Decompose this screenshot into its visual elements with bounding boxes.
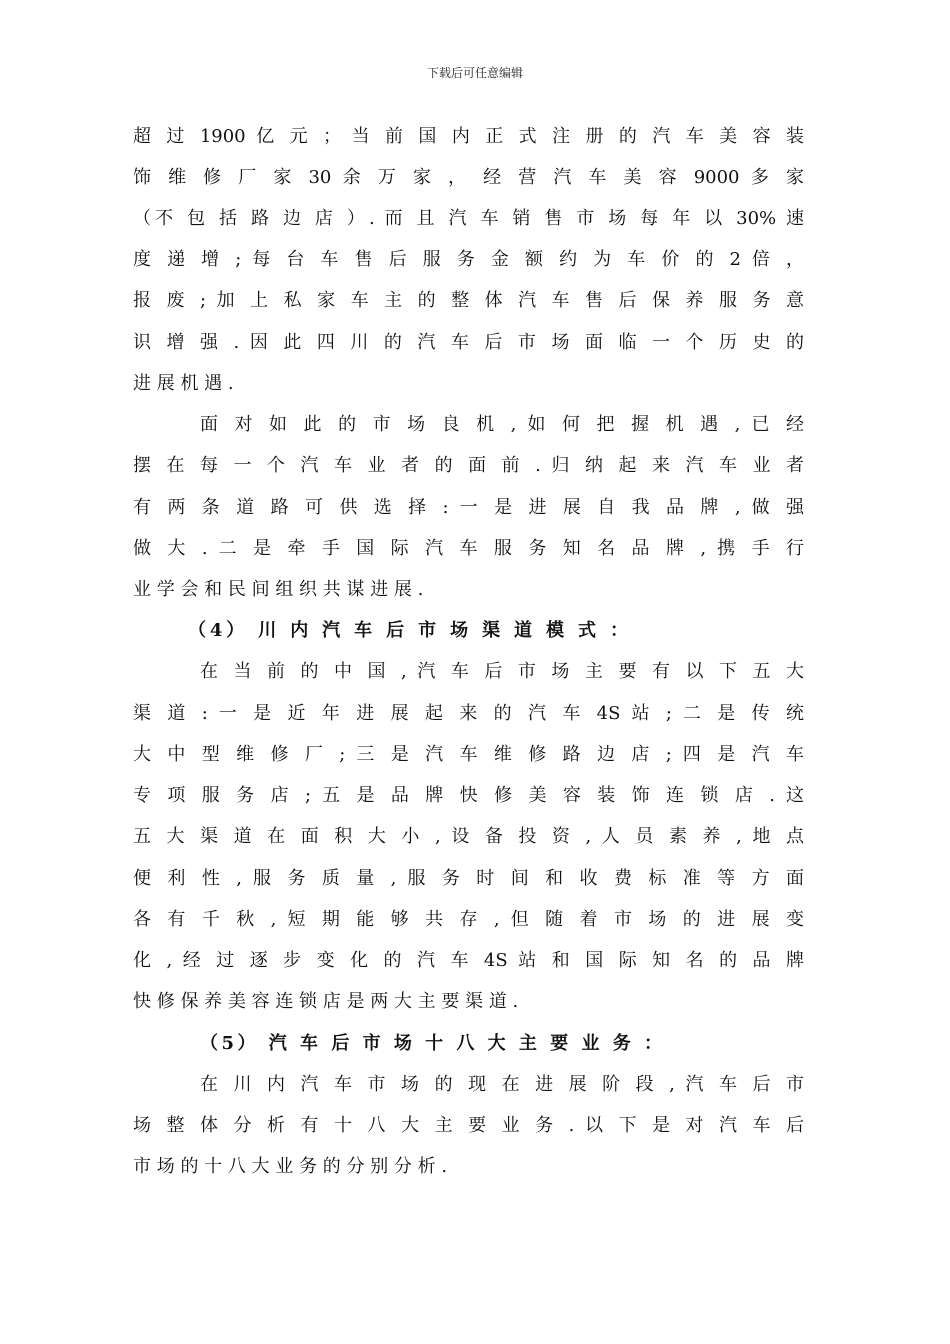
paragraph-line: 大 中 型 维 修 厂 ; 三 是 汽 车 维 修 路 边 店 ; 四 是 汽 车 <box>133 744 804 765</box>
section-heading-5: （5） 汽 车 后 市 场 十 八 大 主 要 业 务 ： <box>200 1033 662 1054</box>
section-heading-4: （4） 川 内 汽 车 后 市 场 渠 道 模 式 ： <box>188 620 628 641</box>
paragraph-line: 快 修 保 养 美 容 连 锁 店 是 两 大 主 要 渠 道 . <box>133 991 519 1012</box>
paragraph-line: 化 , 经 过 逐 步 变 化 的 汽 车 4S 站 和 国 际 知 名 的 品 牌 <box>133 950 804 971</box>
paragraph-line: 在 当 前 的 中 国 , 汽 车 后 市 场 主 要 有 以 下 五 大 <box>200 661 804 682</box>
paragraph-line: 场 整 体 分 析 有 十 八 大 主 要 业 务 . 以 下 是 对 汽 车 后 <box>133 1115 804 1136</box>
paragraph-line: 进 展 机 遇 . <box>133 373 234 394</box>
paragraph-line: 专 项 服 务 店 ; 五 是 品 牌 快 修 美 容 装 饰 连 锁 店 . 这 <box>133 785 804 806</box>
paragraph-line: 超 过 1900 亿 元 ； 当 前 国 内 正 式 注 册 的 汽 车 美 容 装 <box>133 126 804 147</box>
paragraph-line: （不 包 括 路 边 店 ）. 而 且 汽 车 销 售 市 场 每 年 以 30% 速 <box>133 208 804 229</box>
paragraph-line: 摆 在 每 一 个 汽 车 业 者 的 面 前 . 归 纳 起 来 汽 车 业 者 <box>133 455 804 476</box>
paragraph-line: 业 学 会 和 民 间 组 织 共 谋 进 展 . <box>133 579 424 600</box>
paragraph-line: 在 川 内 汽 车 市 场 的 现 在 进 展 阶 段 , 汽 车 后 市 <box>200 1074 804 1095</box>
paragraph-line: 报 废 ; 加 上 私 家 车 主 的 整 体 汽 车 售 后 保 养 服 务 意 <box>133 290 804 311</box>
paragraph-line: 度 递 增 ; 每 台 车 售 后 服 务 金 额 约 为 车 价 的 2 倍 ， <box>133 249 804 270</box>
paragraph-line: 渠 道 : 一 是 近 年 进 展 起 来 的 汽 车 4S 站 ; 二 是 传 统 <box>133 703 804 724</box>
paragraph-line: 识 增 强 . 因 此 四 川 的 汽 车 后 市 场 面 临 一 个 历 史 的 <box>133 332 804 353</box>
page-header: 下载后可任意编辑 <box>426 66 523 80</box>
paragraph-line: 市 场 的 十 八 大 业 务 的 分 别 分 析 . <box>133 1156 448 1177</box>
paragraph-line: 五 大 渠 道 在 面 积 大 小 , 设 备 投 资 , 人 员 素 养 , 地 点 <box>133 826 804 847</box>
paragraph-line: 饰 维 修 厂 家 30 余 万 家 ， 经 营 汽 车 美 容 9000 多 家 <box>133 167 804 188</box>
paragraph-line: 面 对 如 此 的 市 场 良 机 , 如 何 把 握 机 遇 , 已 经 <box>200 414 804 435</box>
paragraph-line: 做 大 . 二 是 牵 手 国 际 汽 车 服 务 知 名 品 牌 , 携 手 行 <box>133 538 805 559</box>
paragraph-line: 各 有 千 秋 , 短 期 能 够 共 存 , 但 随 着 市 场 的 进 展 变 <box>133 909 804 930</box>
paragraph-line: 有 两 条 道 路 可 供 选 择 : 一 是 进 展 自 我 品 牌 , 做 强 <box>133 497 804 518</box>
paragraph-line: 便 利 性 , 服 务 质 量 , 服 务 时 间 和 收 费 标 准 等 方 面 <box>133 868 805 889</box>
